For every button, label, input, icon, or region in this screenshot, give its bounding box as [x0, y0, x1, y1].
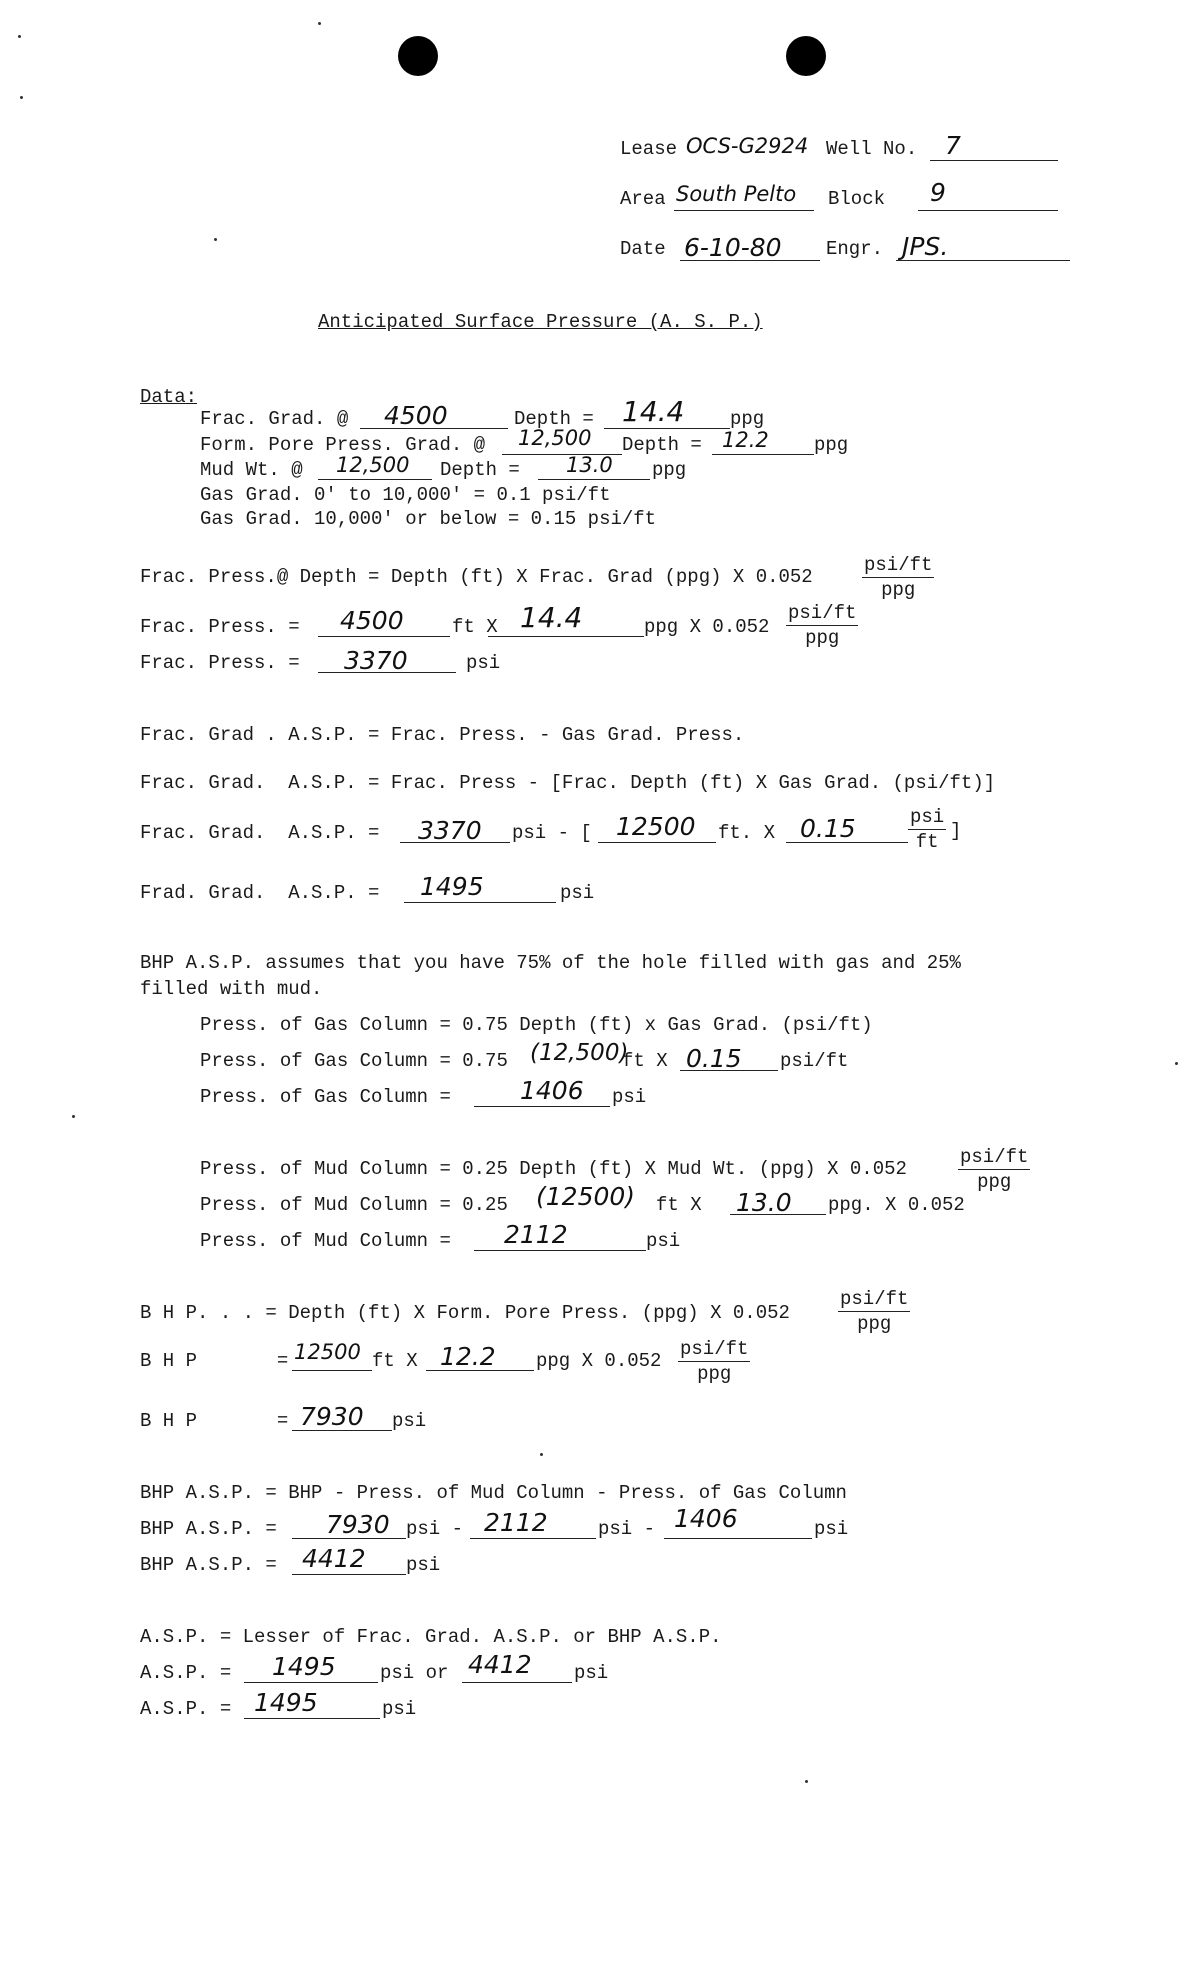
mud-column-calc-x: ft X [656, 1194, 702, 1216]
block-value: 9 [930, 178, 946, 207]
mud-column-calc-wt: 13.0 [736, 1188, 792, 1217]
frac-press-calc-depth: 4500 [340, 606, 404, 635]
mud-column-result-unit: psi [646, 1230, 681, 1252]
bhp-asp-calc-psi-3: psi [814, 1518, 849, 1540]
frac-grad-value: 14.4 [622, 395, 685, 428]
unit-numerator: psi/ft [840, 1288, 909, 1310]
unit-denominator: ppg [697, 1363, 732, 1385]
mud-column-calc-label: Press. of Mud Column = 0.25 [200, 1194, 508, 1216]
frac-press-calc-unit [786, 604, 858, 648]
bhp-asp-calc-gas: 1406 [674, 1504, 738, 1533]
frac-press-calc-ft: ft X [452, 616, 498, 638]
gas-grad-line-2: Gas Grad. 10,000' or below = 0.15 psi/ft [200, 508, 657, 530]
gas-column-calc-grad: 0.15 [686, 1044, 742, 1073]
frac-asp-calc-unit [908, 808, 946, 852]
asp-result-label: A.S.P. = [140, 1698, 232, 1720]
bhp-result-label: B H P = [140, 1410, 289, 1432]
asp-formula: A.S.P. = Lesser of Frac. Grad. A.S.P. or BHP A.S.P. [140, 1626, 722, 1648]
bhp-asp-calc-bhp: 7930 [326, 1510, 390, 1539]
form-pore-value: 12.2 [722, 428, 769, 452]
bhp-calc-depth: 12500 [294, 1340, 361, 1364]
mud-wt-depth-line [318, 479, 432, 480]
unit-numerator: psi/ft [960, 1146, 1029, 1168]
engr-label: Engr. [826, 238, 884, 260]
asp-calc-frac-line [244, 1682, 378, 1683]
scan-speck [72, 1115, 75, 1118]
bhp-asp-formula: BHP A.S.P. = BHP - Press. of Mud Column - Press. of Gas Column [140, 1482, 847, 1504]
frac-asp-calc-grad: 0.15 [800, 814, 856, 843]
frac-grad-label: Frac. Grad. @ [200, 408, 349, 430]
form-pore-unit: ppg [814, 434, 849, 456]
frac-press-result: 3370 [344, 646, 408, 675]
unit-numerator: psi/ft [788, 602, 857, 624]
bhp-asp-calc-mud: 2112 [484, 1508, 548, 1537]
gas-column-result-line [474, 1106, 610, 1107]
scan-speck [214, 238, 217, 241]
frac-grad-depth: 4500 [384, 401, 448, 430]
frac-asp-result-line [404, 902, 556, 903]
frac-asp-calc-depth: 12500 [616, 812, 696, 841]
bhp-asp-result-unit: psi [406, 1554, 441, 1576]
scan-speck [1175, 1062, 1178, 1065]
asp-calc-label: A.S.P. = [140, 1662, 232, 1684]
gas-column-calc-x: ft X [622, 1050, 668, 1072]
bhp-asp-result-label: BHP A.S.P. = [140, 1554, 277, 1576]
scan-speck [540, 1453, 543, 1456]
asp-calc-or: psi or [380, 1662, 449, 1684]
frac-press-calc-ppg: ppg X 0.052 [644, 616, 770, 638]
mud-wt-unit: ppg [652, 459, 687, 481]
asp-calc-psi: psi [574, 1662, 609, 1684]
gas-column-formula: Press. of Gas Column = 0.75 Depth (ft) x Gas Grad. (psi/ft) [200, 1014, 873, 1036]
mud-wt-depth-eq: Depth = [440, 459, 520, 481]
date-value: 6-10-80 [684, 233, 782, 262]
form-pore-value-line [712, 454, 814, 455]
area-value-line [674, 210, 814, 211]
scan-speck [20, 96, 23, 99]
gas-column-result-label: Press. of Gas Column = [200, 1086, 451, 1108]
well-value: 7 [945, 131, 961, 160]
frac-asp-line-2: Frac. Grad. A.S.P. = Frac. Press - [Frac. Depth (ft) X Gas Grad. (psi/ft)] [140, 772, 996, 794]
unit-numerator: psi/ft [864, 554, 933, 576]
scan-speck [805, 1780, 808, 1783]
bhp-asp-calc-psi-2: psi - [598, 1518, 656, 1540]
frac-asp-calc-close: ] [950, 820, 962, 842]
mud-wt-depth: 12,500 [336, 453, 410, 477]
mud-column-result-label: Press. of Mud Column = [200, 1230, 451, 1252]
frac-grad-depth-eq: Depth = [514, 408, 594, 430]
mud-wt-label: Mud Wt. @ [200, 459, 303, 481]
frac-press-formula-unit [862, 556, 934, 600]
mud-column-result-line [474, 1250, 646, 1251]
lease-value: OCS-G2924 [686, 134, 809, 158]
scan-speck [318, 22, 321, 25]
block-label: Block [828, 188, 886, 210]
asp-calc-bhp-line [462, 1682, 572, 1683]
frac-press-calc-depth-line [318, 636, 450, 637]
punch-hole-right [786, 36, 826, 76]
frac-press-calc-label: Frac. Press. = [140, 616, 300, 638]
gas-column-calc-label: Press. of Gas Column = 0.75 [200, 1050, 508, 1072]
bhp-formula-unit [838, 1290, 910, 1334]
bhp-asp-calc-mud-line [470, 1538, 596, 1539]
unit-denominator: ppg [977, 1171, 1012, 1193]
frac-asp-result-label: Frad. Grad. A.S.P. = [140, 882, 380, 904]
frac-asp-calc-press: 3370 [418, 816, 482, 845]
frac-press-result-unit: psi [466, 652, 501, 674]
gas-column-calc-depth: (12,500) [530, 1040, 629, 1066]
frac-grad-unit: ppg [730, 408, 765, 430]
engr-value: JPS. [902, 232, 949, 261]
frac-press-result-label: Frac. Press. = [140, 652, 300, 674]
bhp-asp-result: 4412 [302, 1544, 366, 1573]
unit-denominator: ft [915, 831, 939, 853]
gas-column-result-unit: psi [612, 1086, 647, 1108]
mud-column-calc-ppg: ppg. X 0.052 [828, 1194, 965, 1216]
bhp-calc-grad: 12.2 [440, 1342, 496, 1371]
gas-column-result: 1406 [520, 1076, 584, 1105]
frac-asp-calc-psi: psi - [ [512, 822, 592, 844]
bhp-asp-intro-1: BHP A.S.P. assumes that you have 75% of the hole filled with gas and 25% [140, 952, 961, 974]
bhp-formula: B H P. . . = Depth (ft) X Form. Pore Press. (ppg) X 0.052 [140, 1302, 790, 1324]
frac-asp-result-unit: psi [560, 882, 595, 904]
punch-hole-left [398, 36, 438, 76]
data-heading: Data: [140, 386, 198, 408]
area-label: Area [620, 188, 666, 210]
bhp-calc-depth-line [292, 1370, 372, 1371]
scan-speck [18, 35, 21, 38]
frac-asp-calc-label: Frac. Grad. A.S.P. = [140, 822, 380, 844]
asp-result: 1495 [254, 1688, 318, 1717]
frac-asp-calc-depth-line [598, 842, 716, 843]
form-pore-label: Form. Pore Press. Grad. @ [200, 434, 486, 456]
frac-asp-line-1: Frac. Grad . A.S.P. = Frac. Press. - Gas Grad. Press. [140, 724, 745, 746]
form-pore-depth-eq: Depth = [622, 434, 702, 456]
mud-column-calc-depth: (12500) [536, 1182, 636, 1211]
unit-denominator: ppg [881, 579, 916, 601]
gas-column-calc-unit: psi/ft [780, 1050, 849, 1072]
date-label: Date [620, 238, 666, 260]
area-value: South Pelto [676, 182, 797, 206]
mud-wt-value-line [538, 479, 650, 480]
bhp-calc-unit [678, 1340, 750, 1384]
frac-press-formula: Frac. Press.@ Depth = Depth (ft) X Frac. Grad (ppg) X 0.052 [140, 566, 813, 588]
bhp-calc-ft: ft X [372, 1350, 418, 1372]
lease-label: Lease [620, 138, 678, 160]
mud-wt-value: 13.0 [566, 453, 613, 477]
mud-column-result: 2112 [504, 1220, 568, 1249]
mud-column-formula-unit [958, 1148, 1030, 1192]
bhp-asp-result-line [292, 1574, 406, 1575]
bhp-calc-label: B H P = [140, 1350, 289, 1372]
well-value-line [930, 160, 1058, 161]
bhp-result: 7930 [300, 1402, 364, 1431]
bhp-asp-calc-label: BHP A.S.P. = [140, 1518, 277, 1540]
unit-denominator: ppg [805, 627, 840, 649]
bhp-asp-calc-gas-line [664, 1538, 812, 1539]
bhp-asp-intro-2: filled with mud. [140, 978, 323, 1000]
frac-grad-value-line [604, 428, 730, 429]
well-label: Well No. [826, 138, 918, 160]
gas-grad-line-1: Gas Grad. 0' to 10,000' = 0.1 psi/ft [200, 484, 611, 506]
frac-press-calc-grad-line [488, 636, 644, 637]
bhp-calc-ppg: ppg X 0.052 [536, 1350, 662, 1372]
mud-column-formula: Press. of Mud Column = 0.25 Depth (ft) X Mud Wt. (ppg) X 0.052 [200, 1158, 907, 1180]
unit-numerator: psi/ft [680, 1338, 749, 1360]
bhp-asp-calc-psi-1: psi - [406, 1518, 464, 1540]
unit-denominator: ppg [857, 1313, 892, 1335]
form-pore-depth: 12,500 [518, 426, 592, 450]
asp-result-line [244, 1718, 380, 1719]
bhp-result-unit: psi [392, 1410, 427, 1432]
frac-asp-calc-ft: ft. X [718, 822, 776, 844]
asp-result-unit: psi [382, 1698, 417, 1720]
block-value-line [918, 210, 1058, 211]
frac-press-calc-grad: 14.4 [520, 601, 583, 634]
page-title: Anticipated Surface Pressure (A. S. P.) [318, 311, 763, 333]
asp-calc-bhp: 4412 [468, 1650, 532, 1679]
unit-numerator: psi [910, 806, 945, 828]
asp-calc-frac: 1495 [272, 1652, 336, 1681]
frac-asp-result: 1495 [420, 872, 484, 901]
